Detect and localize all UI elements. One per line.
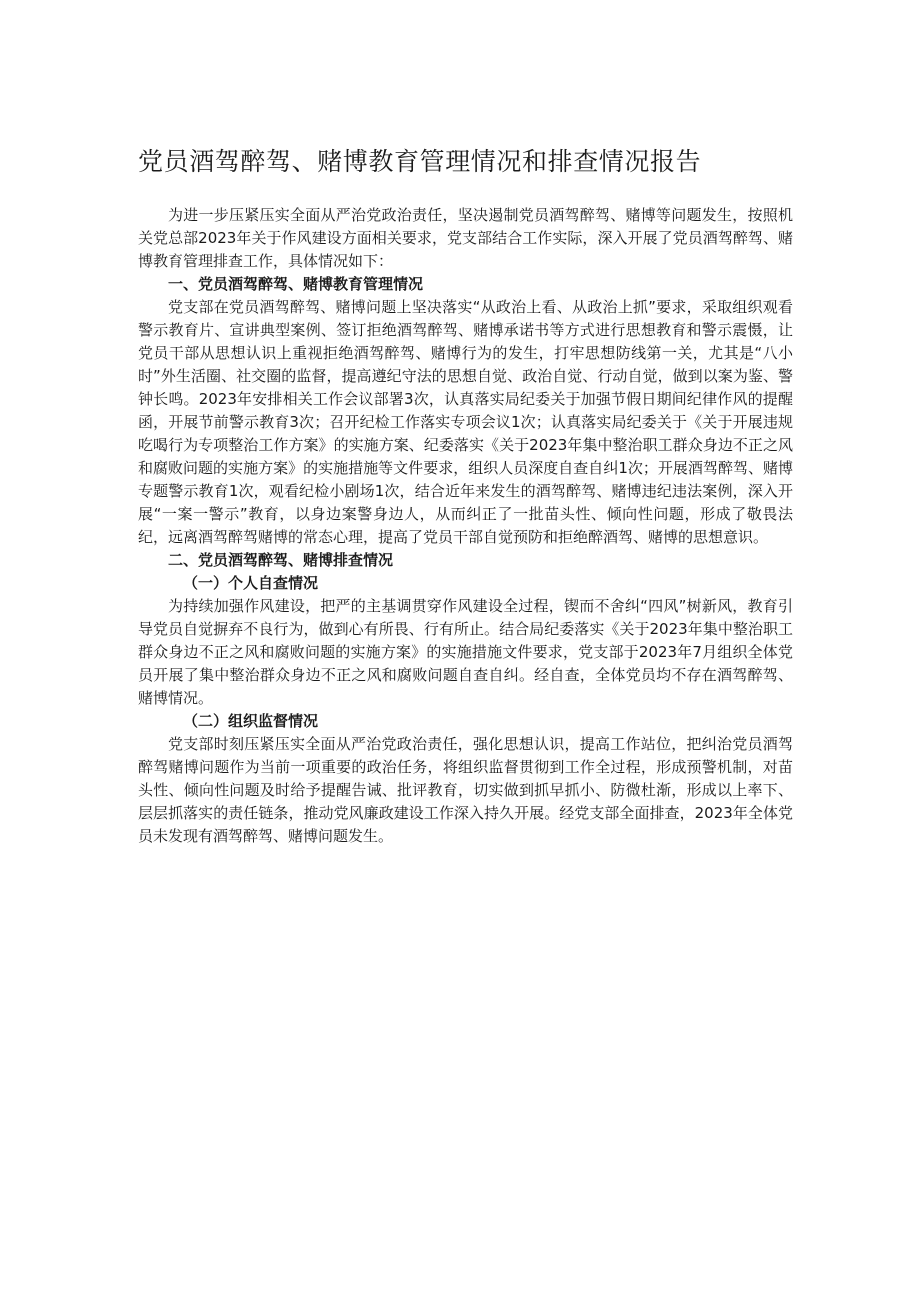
document-title: 党员酒驾醉驾、赌博教育管理情况和排查情况报告 <box>138 147 702 176</box>
intro-paragraph: 为进一步压紧压实全面从严治党政治责任，坚决遏制党员酒驾醉驾、赌博等问题发生，按照机关党总部2023年关于作风建设方面相关要求，党支部结合工作实际，深入开展了党员酒驾醉驾、赌博教育管理排查工作，具体情况如下： <box>138 206 793 270</box>
section-1-body: 党支部在党员酒驾醉驾、赌博问题上坚决落实“从政治上看、从政治上抓”要求，采取组织观看警示教育片、宣讲典型案例、签订拒绝酒驾醉驾、赌博承诺书等方式进行思想教育和警示震慑，让党员干部从思想认识上重视拒绝酒驾醉驾、赌博行为的发生，打牢思想防线第一关，尤其是“八小时”外生活圈、社交圈的监督，提高遵纪守法的思想自觉、政治自觉、行动自觉，做到以案为鉴、警钟长鸣。2023年安排相关工作会议部署3次，认真落实局纪委关于加强节假日期间纪律作风的提醒函，开展节前警示教育3次；召开纪检工作落实专项会议1次；认真落实局纪委关于《关于开展违规吃喝行为专项整治工作方案》的实施方案、纪委落实《关于2023年集中整治职工群众身边不正之风和腐败问题的实施方案》的实施措施等文件要求，组织人员深度自查自纠1次；开展酒驾醉驾、赌博专题警示教育1次，观看纪检小剧场1次，结合近年来发生的酒驾醉驾、赌博违纪违法案例，深入开展“一案一警示”教育，以身边案警身边人，从而纠正了一批苗头性、倾向性问题，形成了敬畏法纪，远离酒驾醉驾赌博的常态心理，提高了党员干部自觉预防和拒绝醉酒驾、赌博的思想意识。 <box>138 298 793 546</box>
section-1-heading: 一、党员酒驾醉驾、赌博教育管理情况 <box>168 275 424 293</box>
document-page <box>138 140 793 848</box>
subsection-1-heading: （一）个人自查情况 <box>183 574 319 592</box>
subsection-2-body: 党支部时刻压紧压实全面从严治党政治责任，强化思想认识，提高工作站位，把纠治党员酒驾醉驾赌博问题作为当前一项重要的政治任务，将组织监督贯彻到工作全过程，形成预警机制，对苗头性、倾向性问题及时给予提醒告诫、批评教育，切实做到抓早抓小、防微杜渐，形成以上率下、层层抓落实的责任链条，推动党风廉政建设工作深入持久开展。经党支部全面排查，2023年全体党员未发现有酒驾醉驾、赌博问题发生。 <box>138 735 793 845</box>
section-2-heading: 二、党员酒驾醉驾、赌博排查情况 <box>168 551 394 569</box>
subsection-1-body: 为持续加强作风建设，把严的主基调贯穿作风建设全过程，锲而不舍纠“四风”树新风，教育引导党员自觉摒弃不良行为，做到心有所畏、行有所止。结合局纪委落实《关于2023年集中整治职工群众身边不正之风和腐败问题的实施方案》的实施措施文件要求，党支部于2023年7月组织全体党员开展了集中整治群众身边不正之风和腐败问题自查自纠。经自查，全体党员均不存在酒驾醉驾、赌博情况。 <box>138 597 793 707</box>
subsection-2-heading: （二）组织监督情况 <box>183 712 319 730</box>
